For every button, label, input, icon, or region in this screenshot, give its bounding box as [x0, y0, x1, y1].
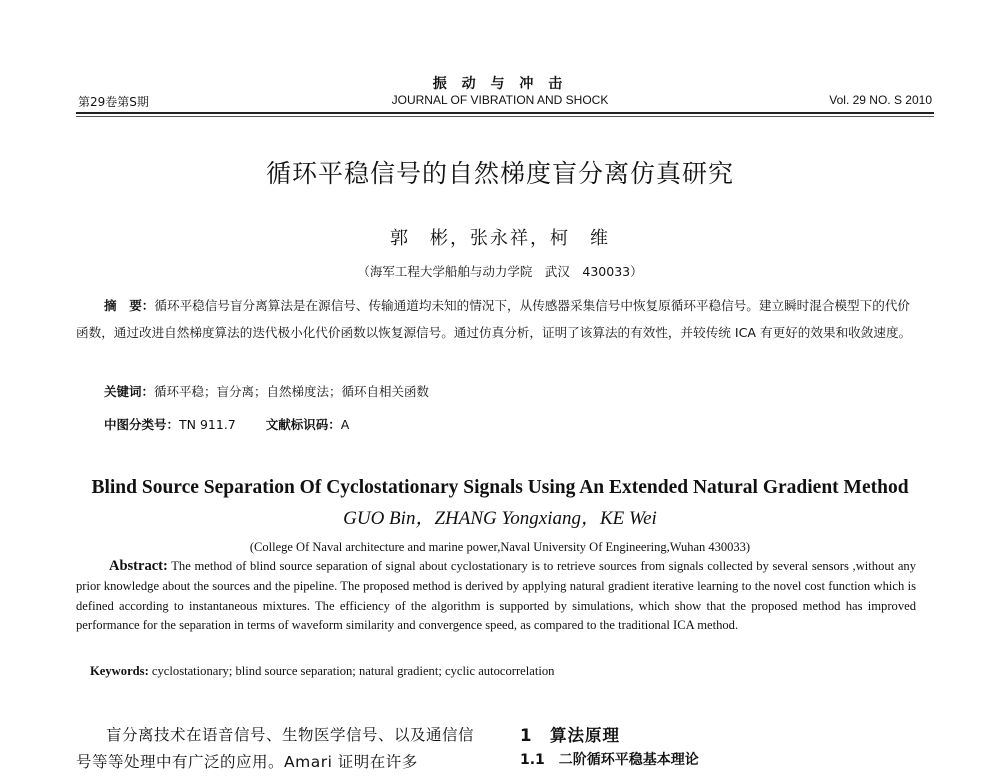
header-rule	[76, 112, 934, 114]
keywords-en	[90, 664, 554, 679]
header-rule-thin	[76, 116, 934, 117]
body-text-left: 盲分离技术在语音信号、生物医学信号、以及通信信号等等处理中有广泛的应用。Amari 证明在许多	[76, 726, 475, 771]
authors-en: GUO Bin，ZHANG Yongxiang，KE Wei	[343, 508, 657, 529]
affiliation-en: (College Of Naval architecture and marine power,Naval University Of Engineering,Wuhan 430033)	[249, 540, 751, 554]
paper-title-en: Blind Source Separation Of Cyclostationary Signals Using An Extended Natural Gradient Method	[91, 477, 909, 498]
abstract-cn	[76, 292, 916, 346]
classification-line	[104, 415, 349, 433]
abstract-label-cn: 摘 要：	[104, 298, 155, 313]
subsection-heading: 1.1 二阶循环平稳基本理论	[520, 752, 699, 768]
volume-issue-cn: 第29卷第S期	[78, 95, 149, 109]
affiliation-cn: （海军工程大学船舶与动力学院 武汉 430033）	[357, 264, 643, 279]
section-heading: 1 算法原理	[520, 726, 620, 745]
keywords-text-en: cyclostationary; blind source separation; natural gradient; cyclic autocorrelation	[151, 664, 555, 678]
keywords-cn	[104, 382, 429, 400]
class-value: TN 911.7	[179, 417, 236, 432]
abstract-text-cn: 循环平稳信号盲分离算法是在源信号、传输通道均未知的情况下，从传感器采集信号中恢复原循环平稳信号。建立瞬时混合模型下的代价函数，通过改进自然梯度算法的迭代极小化代价函数以恢复源信号。通过仿真分析，证明了该算法的有效性，并较传统 ICA 有更好的效果和收敛速度。	[76, 298, 912, 340]
journal-title-en: JOURNAL OF VIBRATION AND SHOCK	[391, 93, 609, 107]
authors-cn: 郭 彬，张永祥，柯 维	[390, 228, 610, 249]
volume-issue-en: Vol. 29 NO. S 2010	[829, 93, 932, 107]
doc-code-label: 文献标识码：	[265, 417, 341, 432]
keywords-text-cn: 循环平稳；盲分离；自然梯度法；循环自相关函数	[154, 384, 430, 399]
abstract-text-en: The method of blind source separation of signal about cyclostationary is to retrieve sources from signals collected by several sensors ,without any prior knowledge about the sources and the pipeline. The proposed method is derived by applying natural gradient iterative learning to the novel cost function which is defined according to instantaneous mixtures. The efficiency of the algorithm is supported by simulations, which show that the proposed method has improved performance for the separation in terms of waveform similarity and convergence speed, as compared to the traditional ICA method.	[76, 559, 917, 633]
class-label: 中图分类号：	[104, 417, 180, 432]
abstract-en	[76, 557, 916, 636]
abstract-label-en: Abstract:	[109, 558, 168, 574]
keywords-label-en: Keywords:	[90, 664, 149, 678]
doc-code-value: A	[340, 417, 350, 432]
paper-title-cn: 循环平稳信号的自然梯度盲分离仿真研究	[265, 159, 734, 188]
keywords-label-cn: 关键词：	[104, 384, 155, 399]
journal-title-cn: 振 动 与 冲 击	[432, 76, 568, 92]
